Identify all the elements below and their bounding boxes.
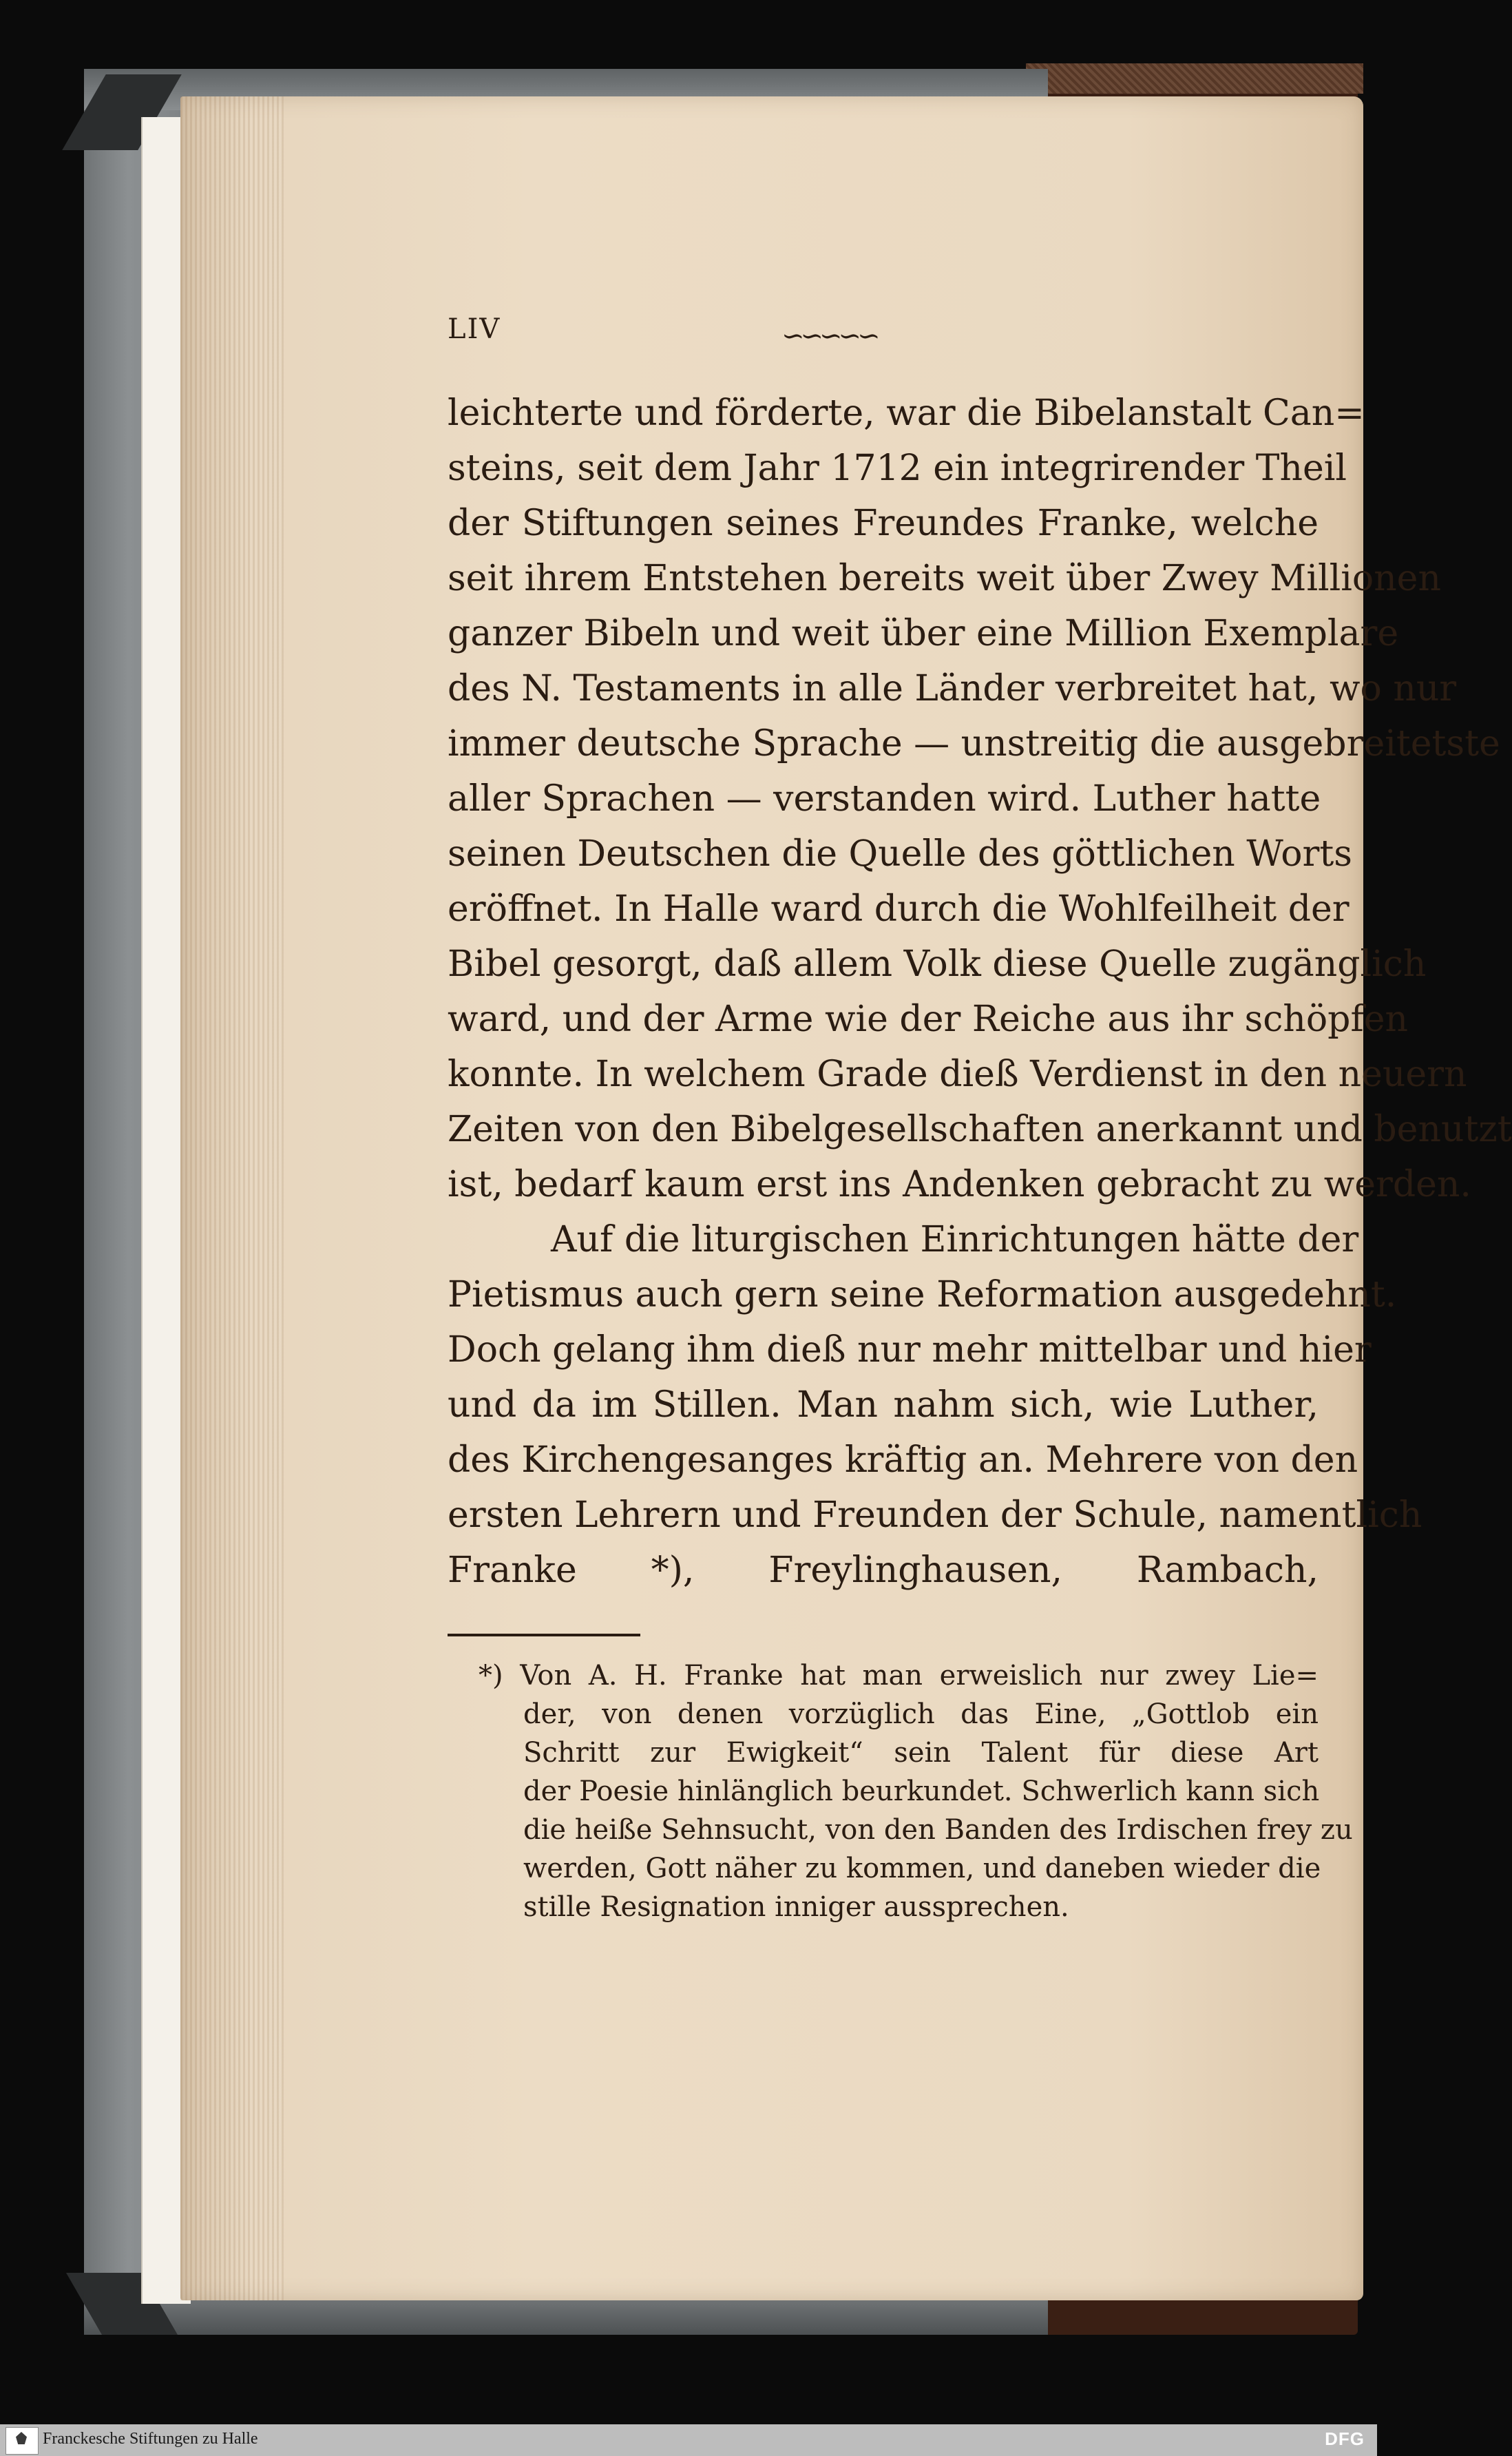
footnote-line: der, von denen vorzüglich das Eine, „Gottlob ein xyxy=(523,1698,1319,1730)
text-line: ward, und der Arme wie der Reiche aus ihr schöpfen xyxy=(448,999,1408,1040)
footnote-line: *) Von A. H. Franke hat man erweislich nur zwey Lie= xyxy=(479,1660,1319,1692)
text-line: immer deutsche Sprache — unstreitig die ausgebreitetste xyxy=(448,723,1500,764)
text-line: eröffnet. In Halle ward durch die Wohlfeilheit der xyxy=(448,888,1350,930)
text-line: des N. Testaments in alle Länder verbreitet hat, wo nur xyxy=(448,668,1457,709)
text-line: der Stiftungen seines Freundes Franke, welche xyxy=(448,503,1319,544)
text-line: Zeiten von den Bibelgesellschaften anerkannt und benutzt xyxy=(448,1109,1512,1150)
text-line: Doch gelang ihm dieß nur mehr mittelbar und hier xyxy=(448,1329,1372,1371)
page-stack-edges xyxy=(180,96,284,2300)
text-line: Bibel gesorgt, daß allem Volk diese Quelle zugänglich xyxy=(448,944,1427,985)
footnote-line: die heiße Sehnsucht, von den Banden des Irdischen frey zu xyxy=(523,1814,1353,1846)
main-text xyxy=(448,386,1512,1598)
text-line: seit ihrem Entstehen bereits weit über Zwey Millionen xyxy=(448,558,1441,599)
text-line: leichterte und förderte, war die Bibelanstalt Can= xyxy=(448,393,1365,434)
text-line: und da im Stillen. Man nahm sich, wie Luther, xyxy=(448,1384,1319,1426)
text-line: Auf die liturgischen Einrichtungen hätte der xyxy=(551,1219,1359,1260)
footnote xyxy=(479,1656,1353,1926)
text-line: des Kirchengesanges kräftig an. Mehrere von den xyxy=(448,1439,1358,1481)
text-line: konnte. In welchem Grade dieß Verdienst in den neuern xyxy=(448,1054,1467,1095)
text-line: Franke *), Freylinghausen, Rambach, xyxy=(448,1550,1319,1591)
page-number: LIV xyxy=(448,313,501,345)
text-line: ersten Lehrern und Freunden der Schule, namentlich xyxy=(448,1495,1422,1536)
footnote-line: der Poesie hinlänglich beurkundet. Schwerlich kann sich xyxy=(523,1776,1320,1807)
text-line: Pietismus auch gern seine Reformation ausgedehnt. xyxy=(448,1274,1397,1315)
text-line: steins, seit dem Jahr 1712 ein integrirender Theil xyxy=(448,448,1347,489)
text-line: aller Sprachen — verstanden wird. Luther hatte xyxy=(448,778,1321,820)
footnote-line: stille Resignation inniger aussprechen. xyxy=(523,1891,1069,1923)
text-line: ganzer Bibeln und weit über eine Million Exemplare xyxy=(448,613,1399,654)
dfg-logo: DFG xyxy=(1325,2428,1365,2449)
footnote-line: Schritt zur Ewigkeit“ sein Talent für diese Art xyxy=(523,1737,1319,1769)
cover-cloth-strip xyxy=(1026,63,1363,94)
text-line: seinen Deutschen die Quelle des göttlichen Worts xyxy=(448,833,1352,875)
institution-name: Franckesche Stiftungen zu Halle xyxy=(43,2430,258,2448)
footnote-rule xyxy=(448,1634,640,1636)
footnote-line: werden, Gott näher zu kommen, und daneben wieder die xyxy=(523,1853,1321,1884)
header-ornament: ∽∽∽∽∽ xyxy=(781,320,876,352)
page-header xyxy=(448,313,998,355)
text-line: ist, bedarf kaum erst ins Andenken gebracht zu werden. xyxy=(448,1164,1471,1205)
institution-logo-icon xyxy=(6,2427,39,2455)
